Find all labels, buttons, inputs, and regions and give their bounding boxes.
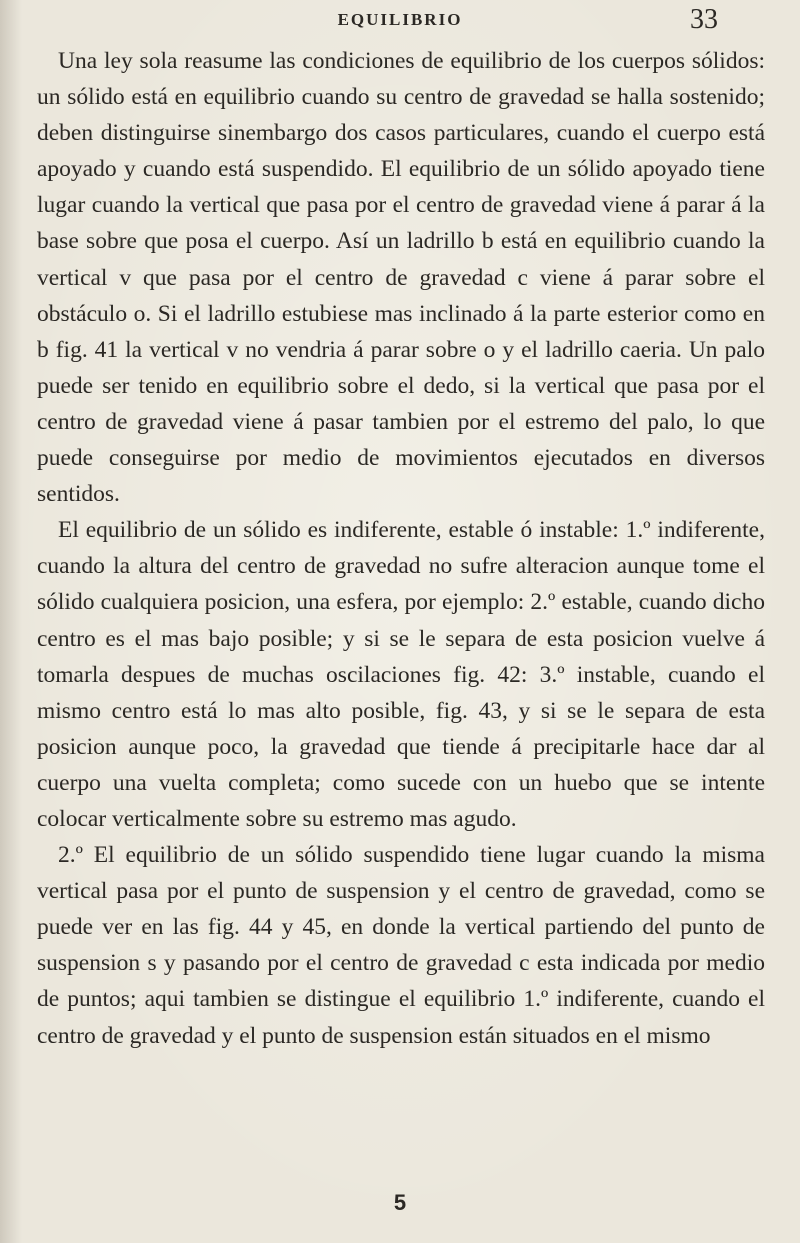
page-header: [0, 6, 800, 42]
signature-mark: 5: [393, 1190, 407, 1215]
binding-shadow: [0, 0, 22, 1243]
paragraph-1: Una ley sola reasume las condiciones de equilibrio de los cuerpos sólidos: un sólido está en equilibrio cuando su centro de gravedad se halla sostenido; deben distinguirse sinembargo dos casos particulares, cuando el cuerpo está apoyado y cuando está suspendido. El equilibrio de un sólido apoyado tiene lugar cuando la vertical que pasa por el centro de gravedad viene á parar á la base sobre que posa el cuerpo. Así un ladrillo b está en equilibrio cuando la vertical v que pasa por el centro de gravedad c viene á parar sobre el obstáculo o. Si el ladrillo estubiese mas inclinado á la parte esterior como en b fig. 41 la vertical v no vendria á parar sobre o y el ladrillo caeria. Un palo puede ser tenido en equilibrio sobre el dedo, si la vertical que pasa por el centro de gravedad viene á pasar tambien por el estremo del palo, lo que puede conseguirse por medio de movimientos ejecutados en diversos sentidos.: [37, 48, 765, 508]
running-head: EQUILIBRIO: [337, 10, 463, 29]
paragraph-2: El equilibrio de un sólido es indiferente, estable ó instable: 1.º indiferente, cuando la altura del centro de gravedad no sufre alteracion aunque tome el sólido cualquiera posicion, una esfera, por ejemplo: 2.º estable, cuando dicho centro es el mas bajo posible; y si se le separa de esta posicion vuelve á tomarla despues de muchas oscilaciones fig. 42: 3.º instable, cuando el mismo centro está lo mas alto posible, fig. 43, y si se le separa de esta posicion aunque poco, la gravedad que tiende á precipitarle hace dar al cuerpo una vuelta completa; como sucede con un huebo que se intente colocar verticalmente sobre su estremo mas agudo.: [37, 517, 765, 832]
body-text: [37, 43, 765, 1054]
page-number: 33: [690, 4, 718, 35]
paragraph-3: 2.º El equilibrio de un sólido suspendido tiene lugar cuando la misma vertical pasa por el punto de suspension y el centro de gravedad, como se puede ver en las fig. 44 y 45, en donde la vertical partiendo del punto de suspension s y pasando por el centro de gravedad c esta indicada por medio de puntos; aqui tambien se distingue el equilibrio 1.º indiferente, cuando el centro de gravedad y el punto de suspension están situados en el mismo: [37, 842, 765, 1049]
